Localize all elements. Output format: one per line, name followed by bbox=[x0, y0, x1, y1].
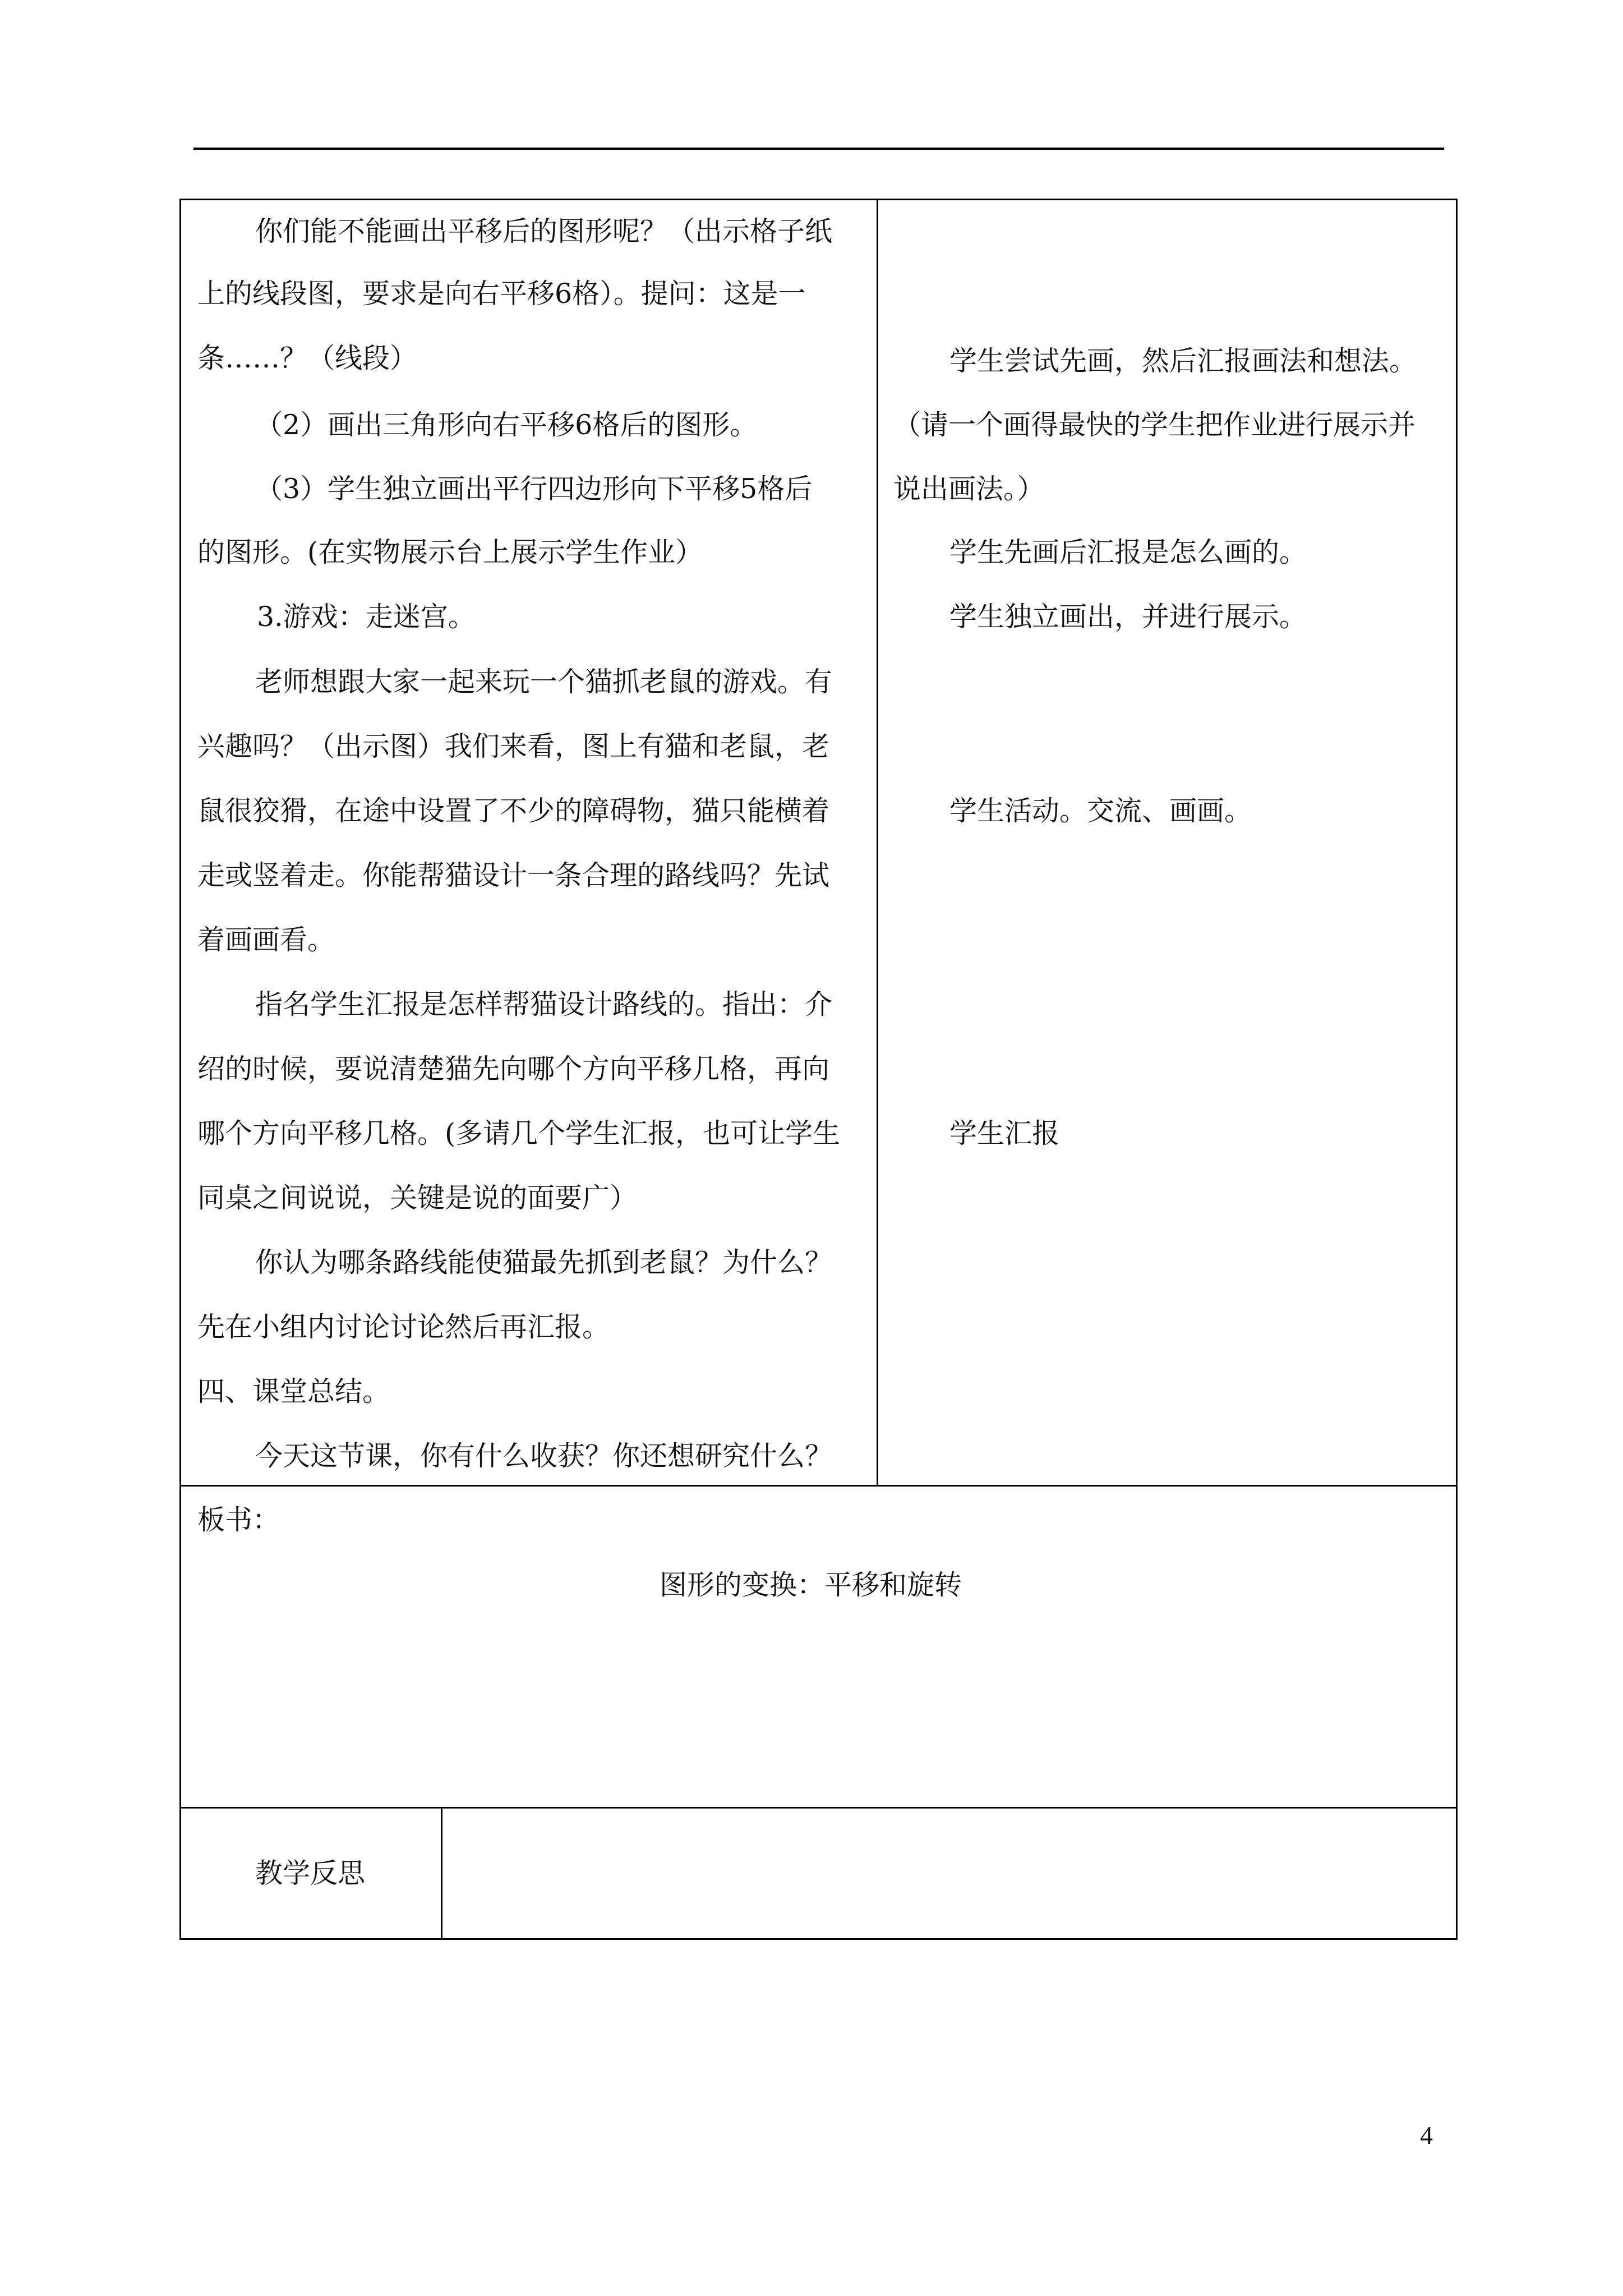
right-line: 学生活动。交流、画画。 bbox=[949, 795, 1252, 827]
lesson-process-cell bbox=[179, 199, 878, 1487]
right-line: （请一个画得最快的学生把作业进行展示并 bbox=[893, 409, 1416, 441]
student-activity-cell bbox=[877, 199, 1458, 1487]
board-title: 图形的变换：平移和旋转 bbox=[660, 1569, 962, 1601]
right-line: 学生独立画出，并进行展示。 bbox=[949, 601, 1307, 633]
left-line: （3）学生独立画出平行四边形向下平移5格后 bbox=[255, 473, 813, 505]
left-line: 先在小组内讨论讨论然后再汇报。 bbox=[197, 1311, 610, 1343]
left-line: 兴趣吗？（出示图）我们来看，图上有猫和老鼠，老 bbox=[197, 730, 830, 762]
left-line: 上的线段图，要求是向右平移6格）。提问：这是一 bbox=[197, 278, 806, 310]
left-line: （2）画出三角形向右平移6格后的图形。 bbox=[255, 409, 758, 441]
right-line: 学生先画后汇报是怎么画的。 bbox=[949, 536, 1307, 568]
left-line: 老师想跟大家一起来玩一个猫抓老鼠的游戏。有 bbox=[255, 666, 833, 698]
left-line: 同桌之间说说，关键是说的面要广） bbox=[197, 1182, 638, 1214]
board-label: 板书： bbox=[197, 1504, 280, 1536]
left-line: 鼠很狡猾，在途中设置了不少的障碍物，猫只能横着 bbox=[197, 795, 830, 827]
page-number: 4 bbox=[1420, 2121, 1433, 2150]
left-line: 你们能不能画出平移后的图形呢？（出示格子纸 bbox=[255, 215, 833, 247]
left-line: 今天这节课，你有什么收获？你还想研究什么？ bbox=[255, 1440, 833, 1472]
right-line: 学生尝试先画，然后汇报画法和想法。 bbox=[949, 345, 1417, 377]
left-line: 着画画看。 bbox=[197, 924, 335, 956]
right-line: 学生汇报 bbox=[949, 1117, 1060, 1149]
header-rule bbox=[193, 148, 1444, 150]
reflection-label: 教学反思 bbox=[255, 1857, 366, 1889]
left-line: 的图形。(在实物展示台上展示学生作业） bbox=[197, 536, 703, 568]
right-line: 说出画法。） bbox=[893, 473, 1045, 505]
left-line: 指名学生汇报是怎样帮猫设计路线的。指出：介 bbox=[255, 988, 833, 1020]
left-line: 绍的时候，要说清楚猫先向哪个方向平移几格，再向 bbox=[197, 1053, 830, 1085]
left-line: 哪个方向平移几格。(多请几个学生汇报，也可让学生 bbox=[197, 1117, 841, 1149]
blackboard-cell bbox=[179, 1485, 1458, 1809]
left-line: 你认为哪条路线能使猫最先抓到老鼠？为什么？ bbox=[255, 1246, 833, 1278]
left-line: 四、课堂总结。 bbox=[197, 1375, 390, 1407]
left-line: 3.游戏：走迷宫。 bbox=[257, 601, 476, 633]
left-line: 走或竖着走。你能帮猫设计一条合理的路线吗？先试 bbox=[197, 859, 830, 891]
reflection-content-cell bbox=[441, 1807, 1458, 1940]
left-line: 条……？（线段） bbox=[197, 342, 418, 374]
